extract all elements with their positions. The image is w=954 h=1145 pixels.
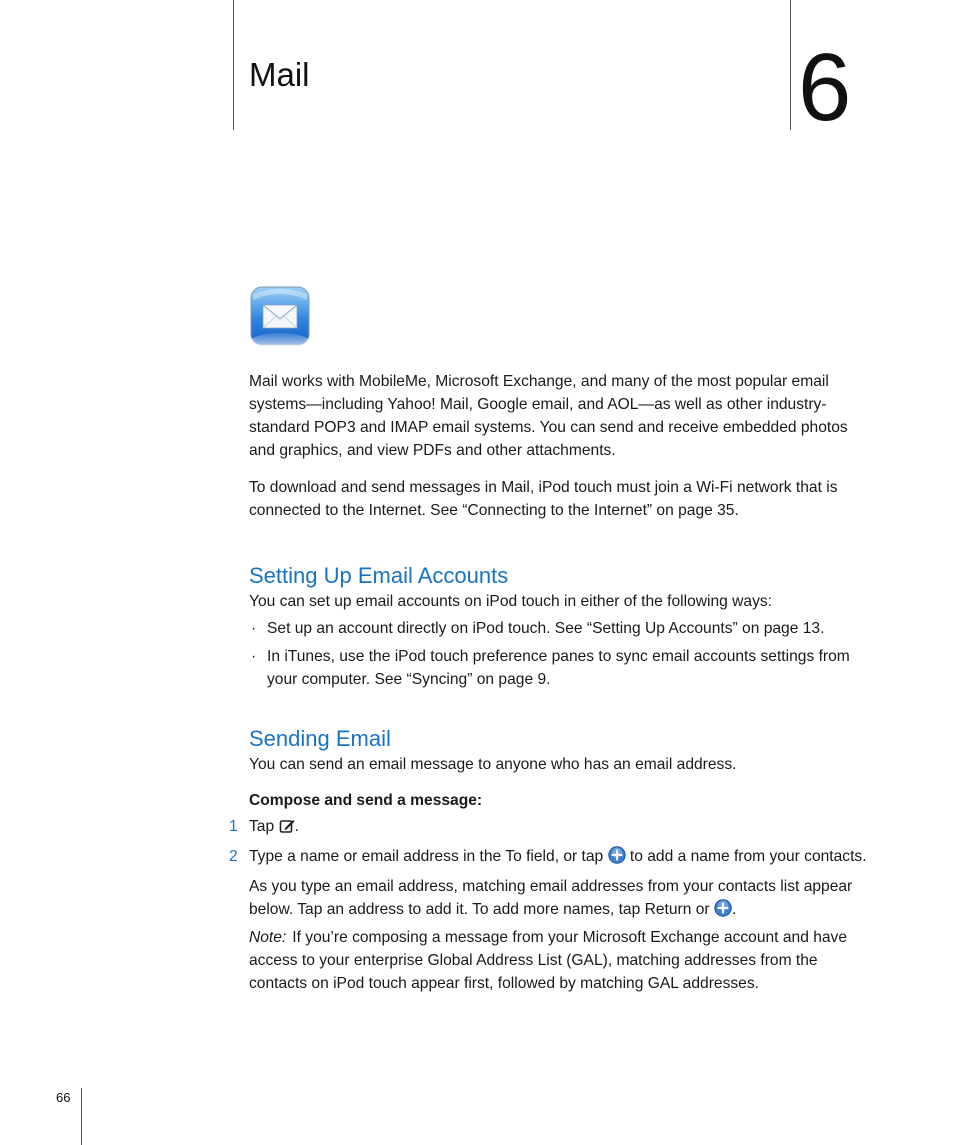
matching-addresses-paragraph bbox=[249, 875, 873, 921]
step-text: Tap bbox=[249, 818, 275, 835]
page-number: 66 bbox=[56, 1090, 71, 1105]
compose-icon bbox=[279, 818, 295, 834]
step-number: 2 bbox=[229, 848, 238, 865]
step-1 bbox=[229, 815, 873, 838]
heading-sending-email: Sending Email bbox=[249, 726, 391, 751]
steps-list bbox=[229, 815, 873, 868]
setup-lead: You can set up email accounts on iPod touch in either of the following ways: bbox=[249, 593, 772, 610]
intro-paragraph-1: Mail works with MobileMe, Microsoft Exchange, and many of the most popular email systems—including Yahoo! Mail, Google email, and AOL—as well as other industry-standard POP3 and IMAP email systems. You can send and receive embedded photos and graphics, and view PDFs and other attachments. bbox=[249, 373, 848, 459]
heading-setting-up-email-accounts: Setting Up Email Accounts bbox=[249, 563, 509, 588]
send-lead: You can send an email message to anyone who has an email address. bbox=[249, 756, 737, 773]
footer-rule bbox=[81, 1088, 82, 1145]
setup-bullet-list bbox=[249, 617, 873, 691]
bullet-text: Set up an account directly on iPod touch. See “Setting Up Accounts” on page 13. bbox=[267, 620, 825, 637]
chapter-rule-right bbox=[790, 0, 791, 130]
step-2 bbox=[229, 845, 873, 868]
add-contact-icon bbox=[714, 899, 732, 917]
step-number: 1 bbox=[229, 818, 238, 835]
chapter-number: 6 bbox=[798, 34, 852, 141]
task-title: Compose and send a message: bbox=[249, 792, 483, 809]
paragraph-text-end: . bbox=[731, 901, 737, 918]
list-item bbox=[249, 645, 873, 691]
step-text-end: to add a name from your contacts. bbox=[629, 848, 867, 865]
chapter-title: Mail bbox=[249, 56, 310, 93]
bullet-dot: · bbox=[251, 648, 257, 665]
intro-paragraph-2: To download and send messages in Mail, iPod touch must join a Wi-Fi network that is connected to the Internet. See “Connecting to the Internet” on page 35. bbox=[249, 479, 838, 519]
paragraph-text: As you type an email address, matching email addresses from your contacts list appear below. Tap an address to add it. To add more names, tap Return or bbox=[249, 878, 853, 918]
bullet-text: In iTunes, use the iPod touch preference panes to sync email accounts settings from your computer. See “Syncing” on page 9. bbox=[267, 648, 850, 688]
chapter-rule-left bbox=[233, 0, 234, 130]
page-content bbox=[229, 370, 873, 995]
list-item bbox=[249, 617, 873, 640]
step-text-end: . bbox=[294, 818, 299, 835]
bullet-dot: · bbox=[251, 620, 257, 637]
note-paragraph bbox=[249, 926, 873, 995]
note-text: If you’re composing a message from your Microsoft Exchange account and have access to your enterprise Global Address List (GAL), matching addresses from the contacts on iPod touch appear first, followed by matching GAL addresses. bbox=[249, 929, 848, 992]
mail-app-icon bbox=[250, 286, 310, 348]
note-label: Note: bbox=[249, 929, 287, 946]
step-text: Type a name or email address in the To field, or tap bbox=[249, 848, 604, 865]
add-contact-icon bbox=[608, 846, 626, 864]
